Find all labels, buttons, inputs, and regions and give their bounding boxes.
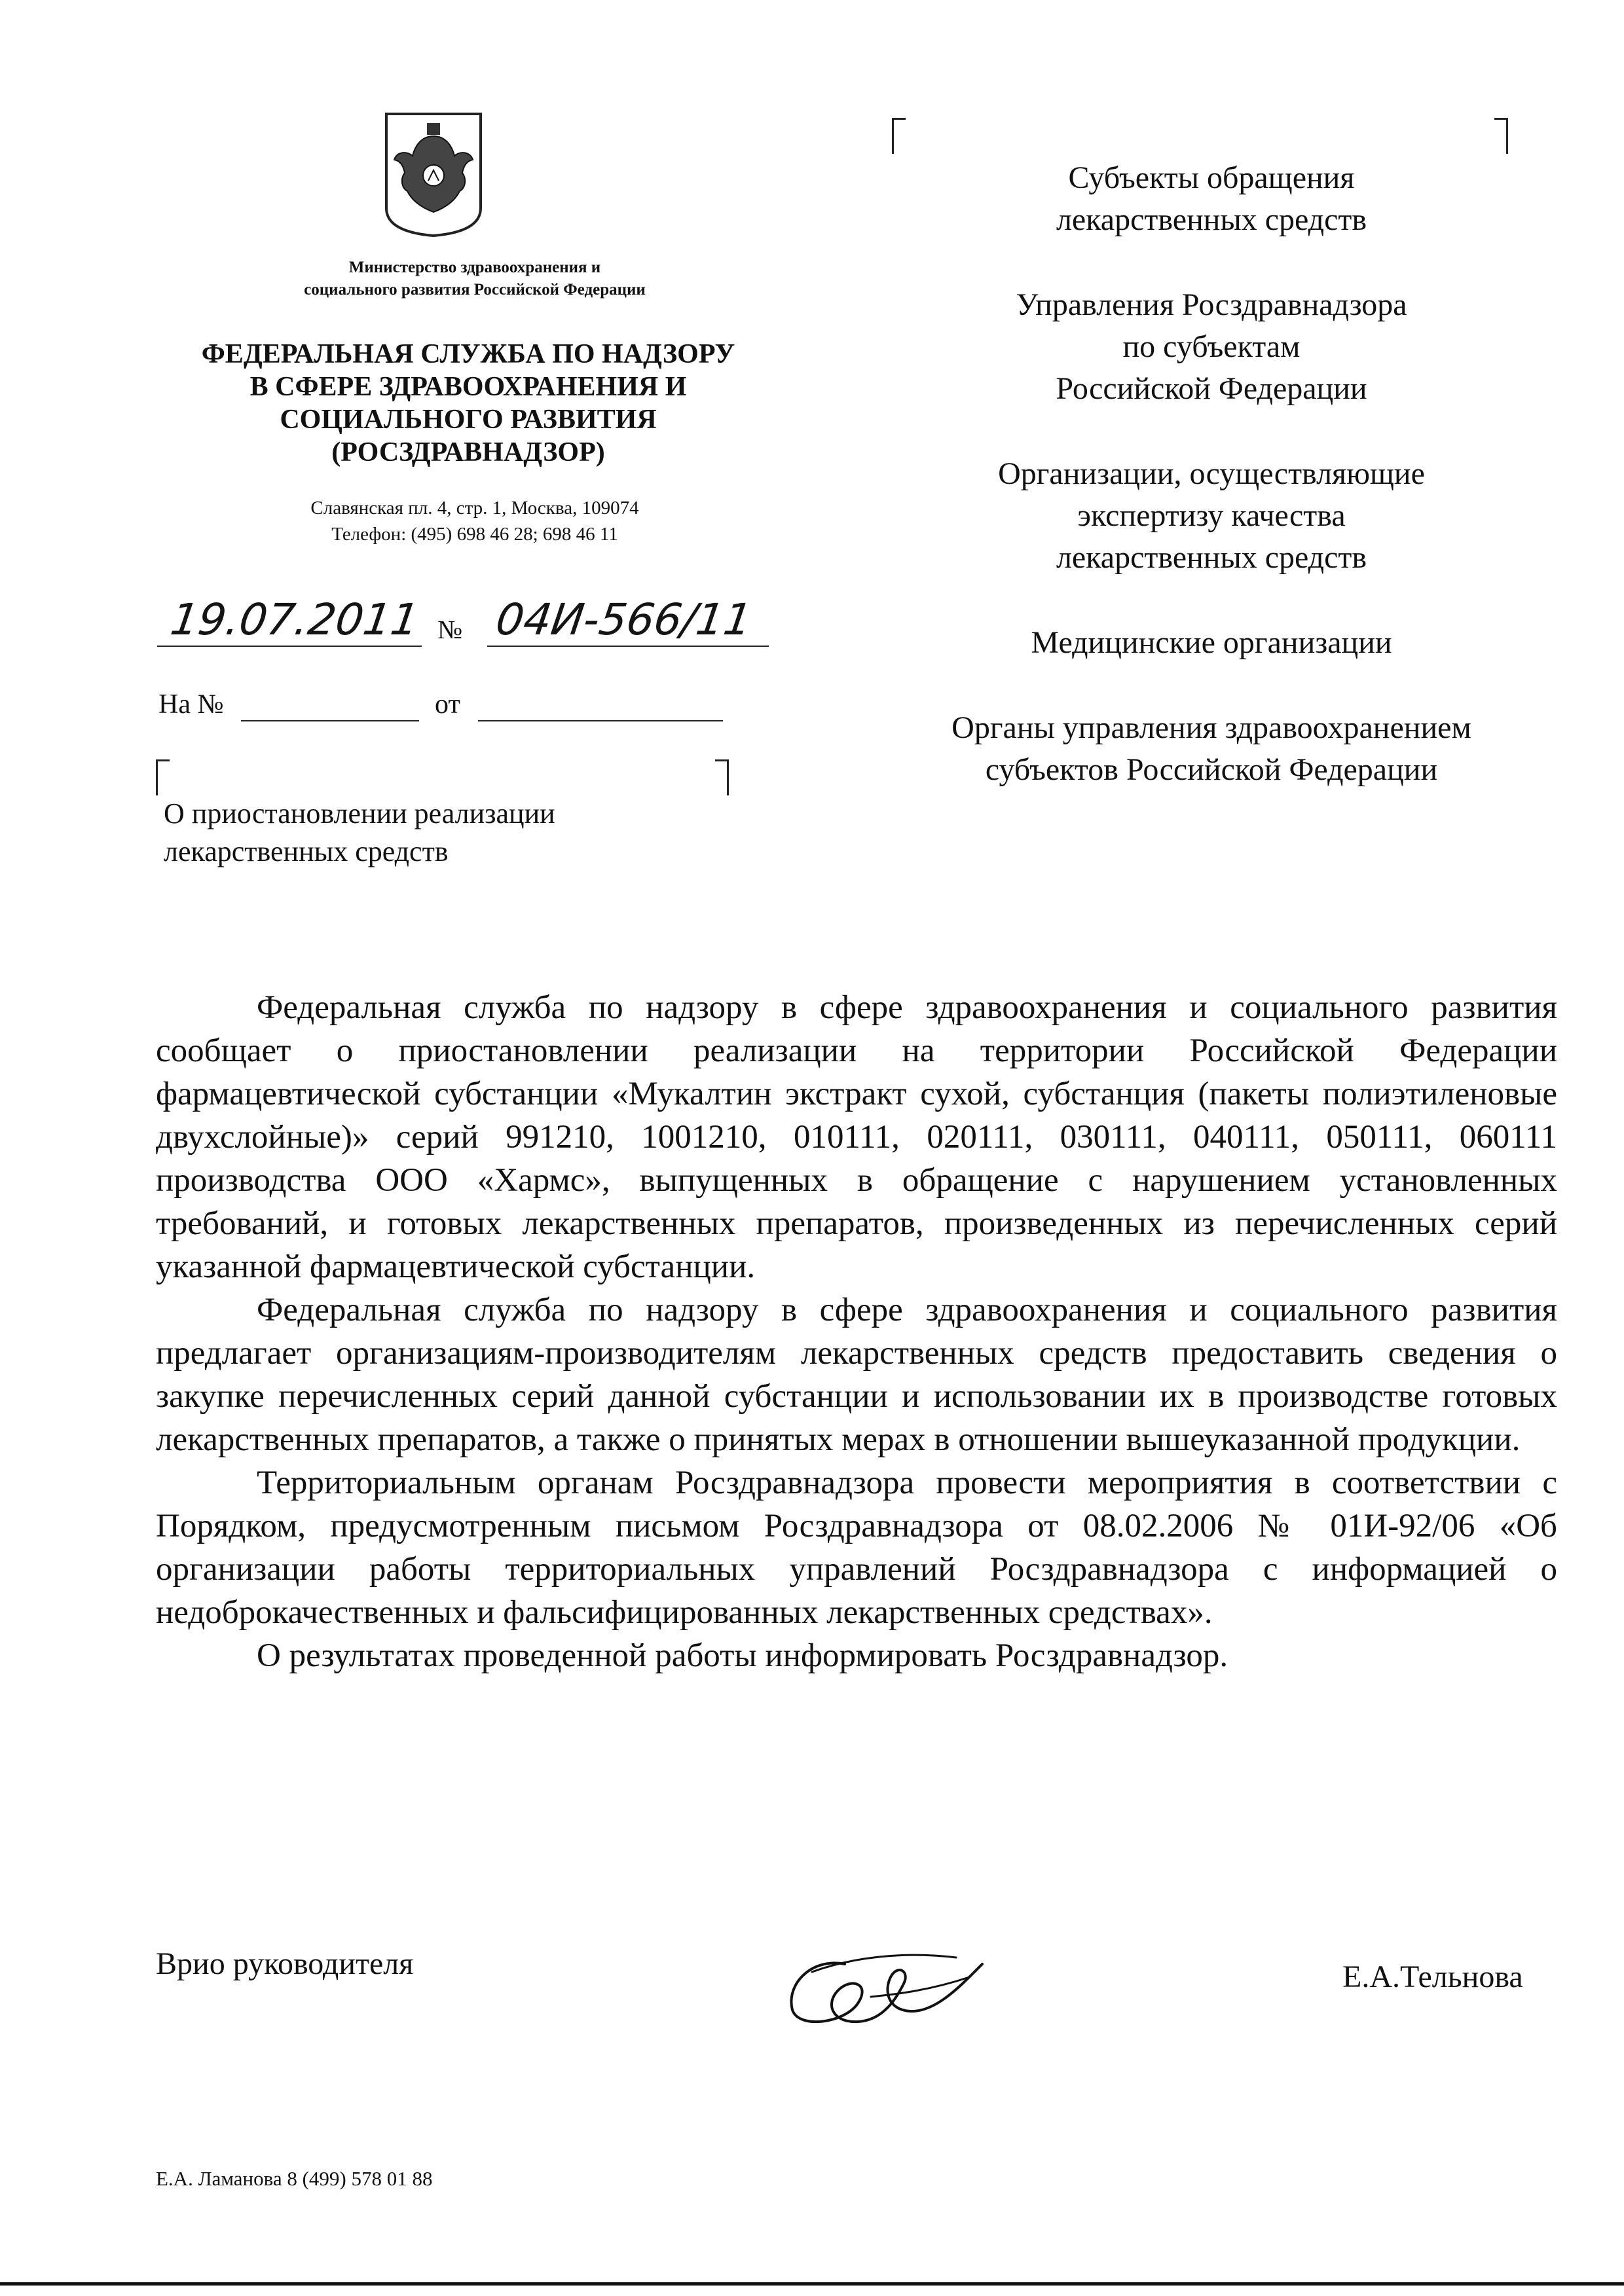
- executor-contact: Е.А. Ламанова 8 (499) 578 01 88: [156, 2167, 433, 2190]
- body-paragraph: Федеральная служба по надзору в сфере здравоохранения и социального развития сообщает о приостановлении реализации на территории Российской Федерации фармацевтической субстанции «Мукалтин экстракт сухой, субстанция (пакеты полиэтиленовые двухслойные)» серий 991210, 1001210, 010111, 020111, 030111, 040111, 050111, 060111 производства ООО «Хармс», выпущенных в обращение с нарушением установленных требований, и готовых лекарственных препаратов, произведенных из перечисленных серий указанной фармацевтической субстанции.: [156, 989, 1557, 1285]
- corner-bracket: [892, 118, 906, 154]
- registration-date: 19.07.2011: [167, 594, 422, 645]
- address-line: Телефон: (495) 698 46 28; 698 46 11: [331, 524, 618, 545]
- addressee-line: экспертизу качества: [1077, 498, 1346, 533]
- number-underline: [487, 646, 769, 647]
- address-line: Славянская пл. 4, стр. 1, Москва, 109074: [310, 498, 639, 519]
- addressee-line: Субъекты обращения: [1068, 160, 1355, 195]
- letter-subject: [164, 795, 753, 871]
- signatory-title: Врио руководителя: [156, 1946, 414, 1981]
- service-line: В СФЕРЕ ЗДРАВООХРАНЕНИЯ И: [249, 372, 687, 402]
- addressee: [877, 157, 1545, 241]
- letter-body: [156, 986, 1557, 1677]
- addressee: [877, 622, 1545, 664]
- body-paragraph: Территориальным органам Росздравнадзора провести мероприятия в соответствии с Порядком, предусмотренным письмом Росздравнадзора от 08.02.2006 № 01И-92/06 «Об организации работы территориальных управлений Росздравнадзора с информацией о недоброкачественных и фальсифицированных лекарственных средствах».: [156, 1465, 1557, 1631]
- body-paragraph: Федеральная служба по надзору в сфере здравоохранения и социального развития предлагает организациям-производителям лекарственных средств предоставить сведения о закупке перечисленных серий данной субстанции и использовании их в производстве готовых лекарственных препаратов, а также о принятых мерах в отношении вышеуказанной продукции.: [156, 1292, 1557, 1458]
- reference-from-label: от: [435, 689, 460, 720]
- corner-bracket: [715, 759, 729, 795]
- addressee-line: Медицинские организации: [1031, 625, 1392, 660]
- addressee: [877, 707, 1545, 791]
- corner-bracket: [156, 759, 170, 795]
- service-line: ФЕДЕРАЛЬНАЯ СЛУЖБА ПО НАДЗОРУ: [201, 339, 735, 369]
- reference-number-line: [241, 720, 419, 721]
- bottom-rule: [0, 2282, 1624, 2286]
- subject-line: О приостановлении реализации: [164, 797, 555, 829]
- subject-line: лекарственных средств: [164, 835, 449, 867]
- ministry-line: Министерство здравоохранения и: [348, 259, 601, 276]
- ministry-name: [151, 257, 799, 301]
- addressee-line: Управления Росздравнадзора: [1016, 287, 1407, 322]
- service-name: [92, 338, 845, 469]
- addressee-line: Российской Федерации: [1056, 371, 1367, 406]
- service-line: СОЦИАЛЬНОГО РАЗВИТИЯ: [280, 405, 657, 435]
- date-underline: [157, 646, 422, 647]
- addressee-block: [877, 157, 1545, 834]
- registration-number: 04И-566/11: [492, 594, 755, 645]
- addressee-line: по субъектам: [1122, 329, 1301, 364]
- addressee-line: лекарственных средств: [1056, 540, 1367, 575]
- ministry-line: социального развития Российской Федерации: [304, 281, 646, 299]
- addressee-line: субъектов Российской Федерации: [985, 752, 1438, 787]
- reference-date-line: [478, 720, 723, 721]
- signatory-name: Е.А.Тельнова: [1342, 1959, 1523, 1994]
- addressee: [877, 453, 1545, 579]
- coat-of-arms-icon: [381, 110, 486, 238]
- body-paragraph: О результатах проведенной работы информировать Росздравнадзор.: [257, 1637, 1228, 1674]
- addressee-line: Организации, осуществляющие: [998, 456, 1425, 491]
- addressee: [877, 284, 1545, 410]
- handwritten-signature-icon: [773, 1938, 995, 2036]
- number-label: №: [437, 615, 463, 644]
- reference-label: На №: [158, 689, 224, 720]
- addressee-line: Органы управления здравоохранением: [951, 710, 1471, 745]
- sender-address: [151, 495, 799, 547]
- service-line: (РОСЗДРАВНАДЗОР): [331, 437, 605, 467]
- addressee-line: лекарственных средств: [1056, 202, 1367, 237]
- corner-bracket: [1494, 118, 1508, 154]
